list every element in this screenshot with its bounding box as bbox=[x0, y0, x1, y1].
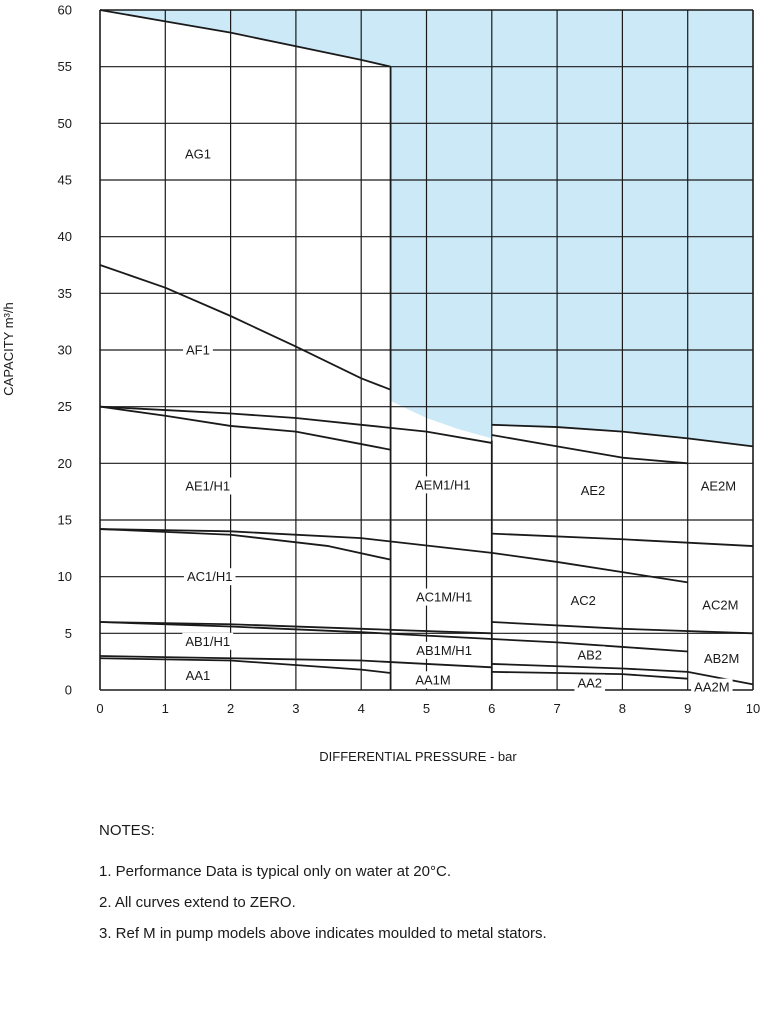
x-tick-label: 3 bbox=[292, 701, 300, 716]
notes-section bbox=[99, 822, 547, 956]
y-tick-label: 50 bbox=[57, 115, 72, 131]
region-label-text: AB2M bbox=[703, 650, 740, 666]
x-tick-label: 9 bbox=[684, 701, 692, 716]
x-tick-label: 1 bbox=[161, 701, 169, 716]
y-tick-label: 20 bbox=[57, 455, 72, 471]
x-tick-label: 5 bbox=[422, 701, 431, 716]
region-label bbox=[412, 671, 453, 688]
region-label-text: AC2 bbox=[570, 592, 596, 608]
x-tick-label: 4 bbox=[357, 701, 365, 716]
region-label bbox=[182, 633, 233, 650]
region-label bbox=[182, 478, 233, 495]
performance-curve bbox=[100, 529, 391, 560]
y-tick-label: 30 bbox=[57, 342, 72, 358]
y-tick-label: 60 bbox=[57, 2, 72, 18]
region-label-text: AF1 bbox=[186, 342, 210, 358]
region-label bbox=[578, 482, 609, 499]
region-label-text: AC1/H1 bbox=[186, 569, 233, 585]
y-tick-label: 45 bbox=[57, 172, 72, 188]
region-label-text: AA1 bbox=[185, 667, 211, 683]
region-label bbox=[574, 646, 605, 663]
y-tick-label: 25 bbox=[57, 399, 72, 415]
region-label-text: AA2M bbox=[694, 679, 730, 695]
x-tick-label: 8 bbox=[618, 701, 627, 716]
region-label bbox=[413, 642, 475, 659]
performance-curve bbox=[100, 407, 391, 450]
y-tick-label: 0 bbox=[64, 682, 72, 698]
region-label bbox=[699, 597, 741, 614]
region-label-text: AB1M/H1 bbox=[416, 642, 472, 658]
region-label bbox=[574, 675, 605, 692]
region-label-text: AB2 bbox=[577, 647, 603, 663]
notes-title: NOTES: bbox=[99, 822, 155, 839]
y-tick-label: 15 bbox=[57, 512, 72, 528]
x-tick-label: 7 bbox=[553, 701, 561, 716]
region-label-text: AG1 bbox=[184, 146, 211, 162]
performance-curve bbox=[492, 435, 688, 463]
region-label bbox=[183, 667, 214, 684]
x-tick-label: 0 bbox=[96, 701, 104, 716]
note-item: 1. Performance Data is typical only on water at 20°C. bbox=[99, 863, 451, 880]
region-label bbox=[568, 592, 599, 609]
performance-curve bbox=[100, 265, 391, 390]
note-item: 3. Ref M in pump models above indicates moulded to metal stators. bbox=[99, 925, 547, 942]
note-item: 2. All curves extend to ZERO. bbox=[99, 894, 296, 911]
region-label-text: AEM1/H1 bbox=[415, 477, 471, 493]
region-label-text: AE2M bbox=[700, 478, 737, 494]
region-label bbox=[701, 650, 742, 667]
region-label-text: AE1/H1 bbox=[185, 478, 231, 494]
region-label bbox=[691, 679, 732, 696]
y-tick-label: 55 bbox=[57, 59, 72, 75]
region-label bbox=[182, 145, 214, 162]
region-label-text: AC2M bbox=[702, 597, 739, 613]
y-tick-label: 10 bbox=[57, 569, 72, 585]
region-label-text: AE2 bbox=[580, 483, 606, 499]
region-label-text: AA1M bbox=[415, 672, 451, 688]
region-label bbox=[413, 589, 475, 606]
x-tick-label: 6 bbox=[488, 701, 496, 716]
x-tick-label: 2 bbox=[226, 701, 235, 716]
region-label-text: AC1M/H1 bbox=[415, 589, 473, 605]
region-label-text: AA2 bbox=[577, 675, 603, 691]
region-label-text: AB1/H1 bbox=[185, 633, 231, 649]
y-tick-label: 35 bbox=[57, 285, 72, 301]
y-tick-label: 40 bbox=[57, 229, 72, 245]
region-label bbox=[183, 342, 213, 359]
x-tick-label: 10 bbox=[745, 701, 761, 716]
y-tick-label: 5 bbox=[64, 625, 72, 641]
x-axis-label: DIFFERENTIAL PRESSURE - bar bbox=[319, 749, 517, 764]
region-label bbox=[698, 478, 739, 495]
region-label bbox=[184, 568, 236, 585]
region-label bbox=[412, 476, 474, 493]
y-axis-label: CAPACITY m³/h bbox=[1, 302, 16, 396]
